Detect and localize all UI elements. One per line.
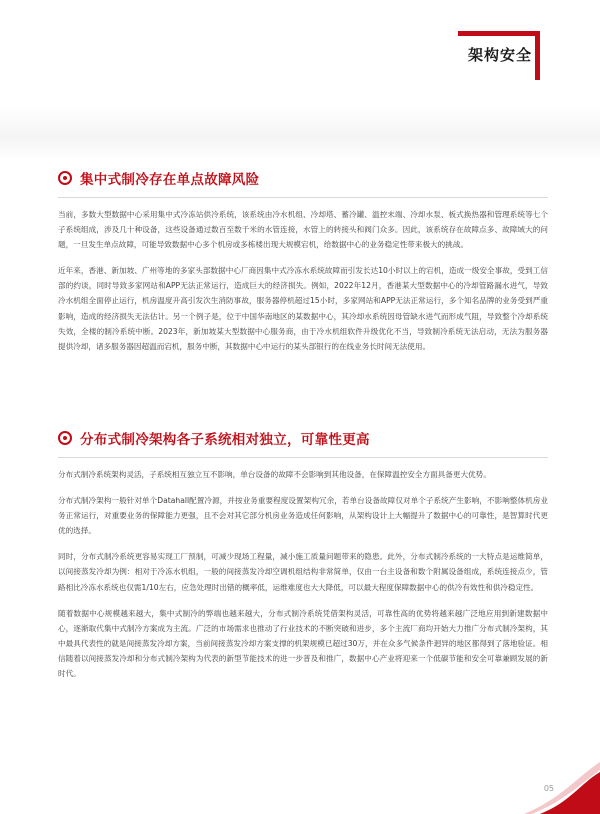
paragraph: 当前，多数大型数据中心采用集中式冷冻站供冷系统，该系统由冷水机组、冷却塔、蓄冷罐、温控末端、冷却水泵、板式换热器和管理系统等七个子系统组成，涉及几十种设备，这些设备通过数百至数千米的水管连接，水管上的转接头和阀门众多。因此，该系统存在故障点多、故障域大的问题，一旦发生单点故障，可能导致数据中心多个机房或多栋楼出现大规模宕机，给数据中心的业务稳定性带来极大的挑战。 — [58, 210, 548, 250]
section-single-point-failure — [58, 168, 548, 365]
section-title: 集中式制冷存在单点故障风险 — [80, 172, 260, 188]
paragraph: 随着数据中心规模越来越大，集中式制冷的弊端也越来越大，分布式制冷系统凭借架构灵活，可靠性高的优势将越来越广泛地应用到新建数据中心，逐渐取代集中式制冷方案成为主流。广泛的市场需求也推动了行业技术的不断突破和进步，多个主流厂商均开始大力推广分布式制冷架构，其中最具代表性的就是间接蒸发冷却方案，当前间接蒸发冷却方案支撑的机架规模已超过30万，并在众多气候条件迥异的地区都得到了落地验证。相信随着以间接蒸发冷却和分布式制冷架构为代表的新型节能技术的进一步普及和推广，数据中心产业将迎来一个低碳节能和安全可靠兼顾发展的新时代。 — [58, 608, 548, 679]
divider — [58, 457, 548, 458]
divider — [58, 197, 548, 198]
paragraph: 分布式制冷架构一般针对单个Datahall配置冷源，并按业务重要程度设置架构冗余，若单台设备故障仅对单个子系统产生影响，不影响整体机房业务正常运行，对重要业务的保障能力更强，且不会对其它部分机房业务造成任何影响，从架构设计上大幅提升了数据中心的可靠性，是智算时代更优的选择。 — [58, 496, 548, 536]
target-bullet-icon — [58, 171, 72, 185]
corner-wave-decoration — [510, 754, 600, 814]
decorative-band — [0, 104, 600, 160]
target-bullet-icon — [58, 431, 72, 445]
paragraph: 近年来，香港、新加坡、广州等地的多家头部数据中心厂商因集中式冷冻水系统故障而引发长达10小时以上的宕机，造成一级安全事故，受到工信部的约谈，同时导致多家网站和APP无法正常运行，造成巨大的经济损失。例如，2022年12月，香港某大型数据中心的冷却管路漏水进气，导致冷水机组全面停止运行，机房温度升高引发次生消防事故，服务器停机超过15小时，多家网站和APP无法正常运行，多个知名品牌的业务受到严重影响，造成的经济损失无法估计。另一个例子是，位于中国华南地区的某数据中心，其冷却水系统因母管缺水进气而形成气阻，导致整个冷却系统失效，全楼的制冷系统中断。2023年，新加坡某大型数据中心服务商，由于冷水机组软件升级优化不当，导致制冷系统无法启动，无法为服务器提供冷却，诸多服务器因超温而宕机，服务中断，其数据中心中运行的某头部银行的在线业务长时间无法使用。 — [58, 266, 548, 351]
paragraph: 分布式制冷系统架构灵活，子系统相互独立互不影响，单台设备的故障不会影响到其他设备，在保障温控安全方面具备更大优势。 — [58, 470, 491, 479]
section-distributed-cooling — [58, 428, 548, 692]
page-category-title: 架构安全 — [468, 46, 533, 64]
page-number: 05 — [543, 784, 554, 793]
section-heading — [58, 428, 548, 448]
section-title: 分布式制冷架构各子系统相对独立，可靠性更高 — [80, 432, 370, 448]
paragraph: 同时，分布式制冷系统更容易实现工厂预制，可减少现场工程量，减小施工质量问题带来的隐患。此外，分布式制冷系统的一大特点是运维简单，以间接蒸发冷却为例：相对于冷冻水机组，一般的间接蒸发冷却空调机组结构非常简单，仅由一台主设备和数个附属设备组成，系统连接点少，管路相比冷冻水系统也仅需1/10左右，应急处理时出错的概率低，运维难度也大大降低，可以最大程度保障数据中心的供冷有效性和供冷稳定性。 — [58, 552, 548, 592]
section-heading — [58, 168, 548, 188]
